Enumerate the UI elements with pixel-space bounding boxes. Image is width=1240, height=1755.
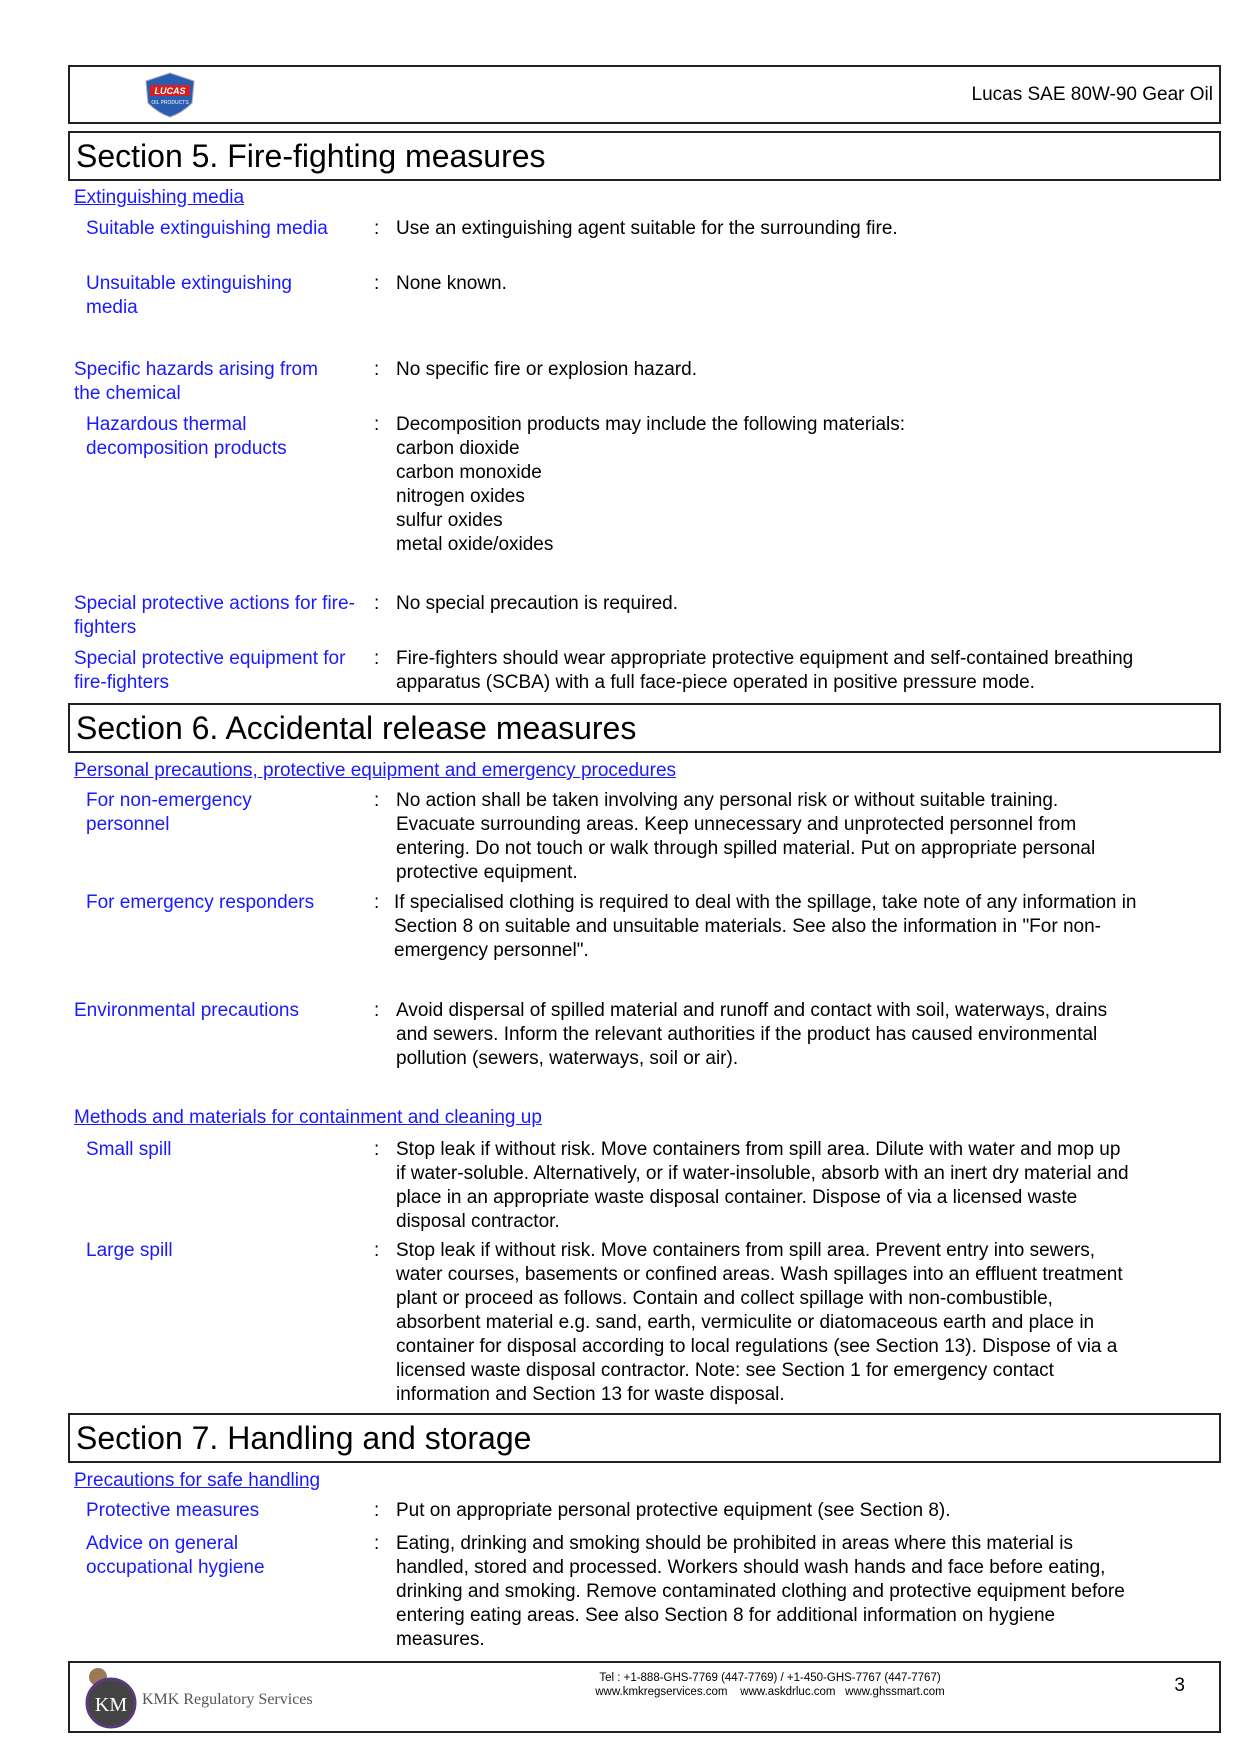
colon: : [374,414,380,435]
line: entering. Do not touch or walk through spilled material. Put on appropriate personal [396,838,1096,859]
label: Suitable extinguishing media [86,218,328,239]
svg-text:OIL PRODUCTS: OIL PRODUCTS [151,100,189,106]
page-header [68,65,1221,124]
value: Use an extinguishing agent suitable for the surrounding fire. [396,218,898,239]
product-name: Lucas SAE 80W-90 Gear Oil [971,84,1213,105]
line: sulfur oxides [396,510,503,531]
page-number: 3 [1174,1675,1185,1696]
line: drinking and smoking. Remove contaminated clothing and protective equipment before [396,1581,1125,1602]
label: Large spill [86,1240,173,1261]
line: Decomposition products may include the following materials: [396,414,906,435]
value [394,891,1212,963]
contact-info [490,1671,1050,1699]
line: if water-soluble. Alternatively, or if water-insoluble, absorb with an inert dry material and [396,1163,1129,1184]
label: Specific hazards arising from the chemical [74,359,318,404]
page-footer [68,1661,1221,1733]
value: No specific fire or explosion hazard. [396,359,697,380]
colon: : [374,892,380,913]
safe-handling-heading[interactable]: Precautions for safe handling [74,1470,321,1491]
label: Protective measures [86,1500,260,1521]
section-6-title: Section 6. Accidental release measures [68,703,1221,753]
line: disposal contractor. [396,1211,560,1232]
colon: : [374,648,380,669]
svg-text:KM: KM [94,1694,128,1716]
colon: : [374,359,380,380]
line: If specialised clothing is required to deal with the spillage, take note of any information in [394,892,1137,913]
colon: : [374,218,380,239]
colon: : [374,593,380,614]
value [396,1532,1214,1652]
value: Put on appropriate personal protective equipment (see Section 8). [396,1500,951,1521]
section-5-title: Section 5. Fire-fighting measures [68,131,1221,181]
label: Environmental precautions [74,1000,299,1021]
line: nitrogen oxides [396,486,525,507]
colon: : [374,1240,380,1261]
line: and sewers. Inform the relevant authorities if the product has caused environmental [396,1024,1098,1045]
phone: Tel : +1-888-GHS-7769 (447-7769) / +1-450-GHS-7767 (447-7767) [599,1672,941,1684]
colon: : [374,1139,380,1160]
websites[interactable]: www.kmkregservices.com www.askdrluc.com www.ghssmart.com [595,1686,945,1698]
value [396,999,1214,1071]
colon: : [374,1000,380,1021]
value [396,1138,1214,1234]
line: carbon monoxide [396,462,542,483]
label: For emergency responders [86,892,315,913]
value [396,1239,1214,1407]
line: water courses, basements or confined areas. Wash spillages into an effluent treatment [396,1264,1123,1285]
label: Advice on general occupational hygiene [86,1533,265,1578]
line: entering eating areas. See also Section 8 for additional information on hygiene [396,1605,1056,1626]
line: metal oxide/oxides [396,534,554,555]
label: Special protective actions for fire-fighters [74,593,355,638]
value [396,789,1214,885]
label: Unsuitable extinguishing media [86,273,292,318]
label: For non-emergency personnel [86,790,252,835]
company-name: KMK Regulatory Services [142,1691,313,1708]
value [396,413,1214,557]
label: Special protective equipment for fire-fighters [74,648,346,693]
value: No special precaution is required. [396,593,678,614]
methods-heading[interactable]: Methods and materials for containment and cleaning up [74,1107,542,1128]
line: Eating, drinking and smoking should be prohibited in areas where this material is [396,1533,1073,1554]
line: information and Section 13 for waste disposal. [396,1384,785,1405]
line: No action shall be taken involving any personal risk or without suitable training. [396,790,1059,811]
line: plant or proceed as follows. Contain and collect spillage with non-combustible, [396,1288,1053,1309]
line: licensed waste disposal contractor. Note: see Section 1 for emergency contact [396,1360,1054,1381]
line: handled, stored and processed. Workers should wash hands and face before eating, [396,1557,1106,1578]
line: Evacuate surrounding areas. Keep unnecessary and unprotected personnel from [396,814,1077,835]
colon: : [374,1533,380,1554]
kmk-logo [84,1667,138,1729]
line: emergency personnel". [394,940,589,961]
colon: : [374,790,380,811]
line: Fire-fighters should wear appropriate protective equipment and self-contained breathing [396,648,1134,669]
line: measures. [396,1629,485,1650]
section-7-title: Section 7. Handling and storage [68,1413,1221,1463]
label: Hazardous thermal decomposition products [86,414,287,459]
line: Stop leak if without risk. Move containers from spill area. Prevent entry into sewers, [396,1240,1096,1261]
svg-text:LUCAS: LUCAS [154,86,186,96]
colon: : [374,273,380,294]
line: absorbent material e.g. sand, earth, vermiculite or diatomaceous earth and place in [396,1312,1095,1333]
line: container for disposal according to local regulations (see Section 13). Dispose of via a [396,1336,1118,1357]
line: place in an appropriate waste disposal container. Dispose of via a licensed waste [396,1187,1078,1208]
colon: : [374,1500,380,1521]
value [396,647,1214,695]
line: apparatus (SCBA) with a full face-piece operated in positive pressure mode. [396,672,1035,693]
value: None known. [396,273,507,294]
line: Stop leak if without risk. Move containers from spill area. Dilute with water and mop up [396,1139,1121,1160]
line: pollution (sewers, waterways, soil or air). [396,1048,739,1069]
label: Small spill [86,1139,172,1160]
line: carbon dioxide [396,438,520,459]
personal-precautions-heading[interactable]: Personal precautions, protective equipment and emergency procedures [74,760,677,781]
lucas-logo [142,71,198,119]
line: Section 8 on suitable and unsuitable materials. See also the information in "For non- [394,916,1101,937]
line: Avoid dispersal of spilled material and runoff and contact with soil, waterways, drains [396,1000,1108,1021]
extinguishing-media-heading[interactable]: Extinguishing media [74,187,245,208]
line: protective equipment. [396,862,578,883]
